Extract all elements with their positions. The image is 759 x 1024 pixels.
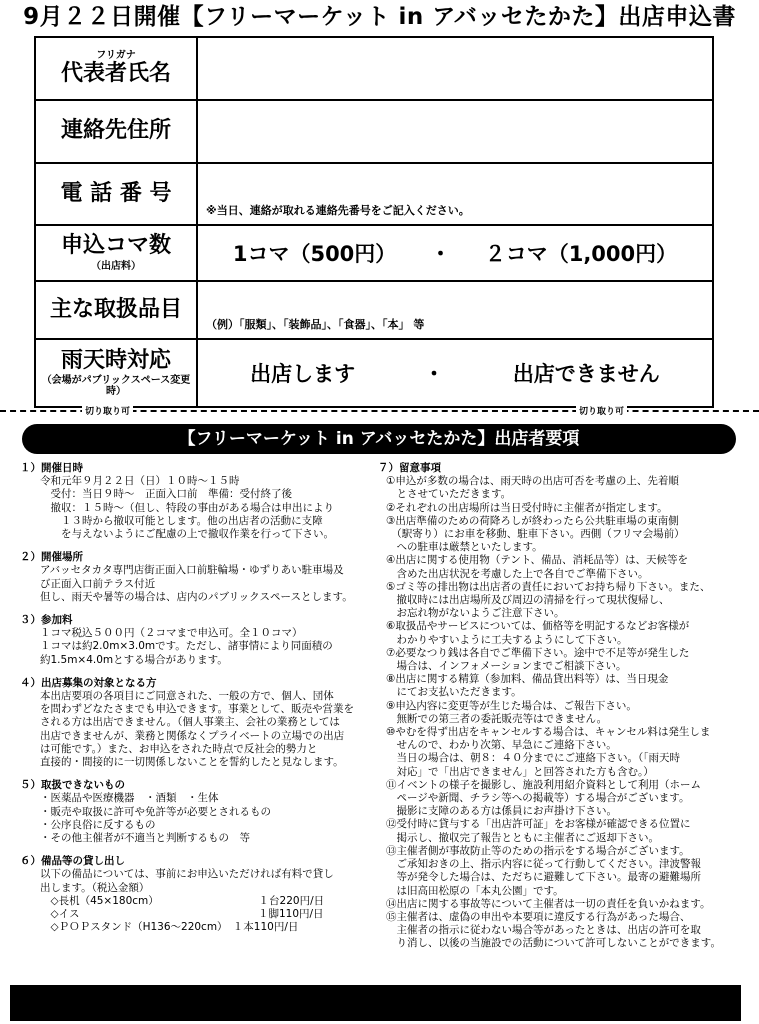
guideline-section — [20, 614, 372, 667]
section-line: ◇イス １脚110円/日 — [40, 908, 324, 921]
notice-line: ⑧出店に関する精算（参加料、備品貸出料等）は、当日現金 — [386, 673, 669, 686]
booth-count-options — [198, 226, 712, 280]
option-one-booth[interactable]: 1コマ（500円） — [232, 242, 397, 266]
notice-line: 掲示し、撤収完了報告とともに主催者にご返却下さい。 — [386, 831, 659, 844]
section-heading: １）開催日時 — [20, 462, 83, 474]
notice-line: ④出店に関する使用物（テント、備品、消耗品等）は、天候等を — [386, 554, 688, 567]
notice-line: お忘れ物がないようご注意下さい。 — [386, 607, 565, 620]
section-line: ◇長机（45×180cm） １台220円/日 — [40, 894, 325, 907]
section-line: アバッセタカタ専門店街正面入口前駐輪場・ゆずりあい駐車場及 — [40, 564, 344, 577]
section-line: び正面入口前テラス付近 — [40, 577, 156, 590]
label-rain-policy — [36, 340, 198, 406]
label-main-items — [36, 282, 198, 338]
section-heading: ３）参加料 — [20, 614, 73, 627]
notice-line: は旧高田松原の「本丸公園」です。 — [386, 884, 564, 897]
section-line: ・公序良俗に反するもの — [40, 818, 156, 831]
guidelines-left-column — [20, 462, 372, 945]
notice-line: 撮影に支障のある方は係員にお声掛け下さい。 — [386, 805, 617, 818]
option-cannot-participate[interactable]: 出店できません — [512, 362, 660, 386]
footer-bar — [10, 985, 741, 1021]
furigana-label: フリガナ — [96, 50, 136, 62]
section-heading: ４）出店募集の対象となる方 — [20, 676, 157, 689]
row-rain-policy — [36, 340, 712, 406]
label-representative-name — [36, 38, 198, 99]
notice-line: 主催者の指示に従わない場合等があったときは、出店の許可を取 — [386, 924, 701, 937]
section-line: ・医薬品や医療機器 ・酒類 ・生体 — [40, 792, 219, 805]
section-line: 直接的・間接的に一切関係しないことを誓約したと見なします。 — [40, 756, 344, 769]
notice-line: 当日の場合は、朝８：４０分までにご連絡下さい。（「雨天時 — [386, 752, 680, 765]
phone-label: 電 話 番 号 — [60, 180, 172, 206]
guideline-section — [20, 551, 372, 604]
section-heading: ７）留意事項 — [378, 462, 441, 474]
section-line: １３時から撤収可能とします。他の出店者の活動に支障 — [40, 514, 323, 527]
notice-line: ⑪イベントの様子を撮影し、施設利用紹介資料として利用（ホーム — [386, 778, 701, 791]
section-heading: ５）取扱できないもの — [20, 779, 125, 792]
rain-policy-label: 雨天時対応 — [60, 347, 171, 373]
notice-line: とさせていただきます。 — [386, 488, 512, 501]
section-heading: ６）備品等の貸し出し — [20, 855, 125, 868]
phone-note: ※当日、連絡が取れる連絡先番号をご記入ください。 — [206, 204, 470, 217]
application-form — [34, 36, 714, 408]
section-line: 但し、雨天や暑等の場合は、店内のパブリックスペースとします。 — [40, 590, 353, 603]
notice-line: ⑥取扱品やサービスについては、価格等を明記するなどお客様が — [386, 620, 690, 633]
guideline-section — [20, 462, 372, 541]
main-items-field[interactable] — [198, 282, 712, 338]
booth-count-label: 申込コマ数 — [60, 233, 171, 259]
row-phone — [36, 164, 712, 226]
notice-line: 場合は、インフォメーションまでご相談下さい。 — [386, 660, 627, 673]
row-main-items — [36, 282, 712, 340]
section-line: 出店できませんが、業務と関係なくプライベートの立場での出店 — [40, 729, 345, 742]
rain-policy-sublabel: （会場がパブリックスペース変更時） — [41, 375, 191, 398]
notice-line: ②それぞれの出店場所は当日受付時に主催者が指定します。 — [386, 501, 668, 514]
section-line: ◇ＰＯＰスタンド（H136～220cm） １本110円/日 — [40, 921, 299, 934]
notice-line: ⑮主催者は、虚偽の申出や本要項に違反する行為があった場合、 — [386, 910, 691, 923]
phone-field[interactable] — [198, 164, 712, 224]
notice-line: わかりやすいように工夫するようにして下さい。 — [386, 633, 628, 646]
notice-line: ①申込が多数の場合は、雨天時の出店可否を考慮の上、先着順 — [386, 475, 679, 488]
section-line: 以下の備品については、事前にお申込いただければ有料で貸し — [40, 868, 334, 881]
notice-line: ⑬主催者側が事故防止等のための指示をする場合がございます。 — [386, 844, 690, 857]
address-label: 連絡先住所 — [60, 118, 171, 144]
representative-name-field[interactable] — [198, 38, 712, 99]
label-phone — [36, 164, 198, 224]
main-items-example: （例）「服類」、「装飾品」、「食器」、「本」 等 — [206, 318, 425, 331]
option-separator: ・ — [430, 242, 451, 266]
notice-line: 対応」で「出店できません」と回答された方も含む。） — [386, 765, 654, 778]
section-line: 出します。（税込金額） — [40, 881, 150, 894]
notice-line: ⑤ゴミ等の排出物は出店者の責任においてお持ち帰り下さい。また、 — [386, 580, 711, 593]
notice-line: ご承知おきの上、指示内容に従って行動してください。津波警報 — [386, 858, 701, 871]
guideline-section — [20, 855, 372, 934]
rain-policy-options — [198, 340, 712, 406]
notice-line: ⑭出店に関する事故等について主催者は一切の責任を負いかねます。 — [386, 897, 711, 910]
label-address — [36, 101, 198, 162]
notice-line: せんので、わかり次第、早急にご連絡下さい。 — [386, 739, 617, 752]
row-booth-count — [36, 226, 712, 282]
notice-line: り消し、以後の当施設での活動について許可しないことができます。 — [386, 937, 721, 950]
booth-fee-sublabel: （出店料） — [91, 260, 141, 272]
guideline-section — [20, 779, 372, 845]
section-line: ・販売や取扱に許可や免許等が必要とされるもの — [40, 805, 271, 818]
notice-line: ⑫受付時に貸与する「出店許可証」をお客様が確認できる位置に — [386, 818, 691, 831]
option-separator: ・ — [423, 362, 445, 386]
cut-label-right: 切り取り可 — [576, 404, 627, 417]
section-line: 受付：当日９時～ 正面入口前 準備：受付終了後 — [40, 488, 292, 501]
cut-label-left: 切り取り可 — [82, 404, 133, 417]
section-line: ・その他主催者が不適当と判断するもの 等 — [40, 832, 250, 845]
section-line: を与えないようにご配慮の上で撤収作業を行って下さい。 — [40, 528, 334, 541]
section-line: １コマは約2.0m×3.0mです。ただし、諸事情により同面積の — [40, 640, 333, 653]
row-address — [36, 101, 712, 164]
guideline-section — [20, 677, 372, 769]
section-line: 撤収：１５時～（但し、特段の事由がある場合は申出により — [40, 501, 334, 514]
guidelines-banner: 【フリーマーケット in アバッセたかた】出店者要項 — [22, 424, 736, 454]
notice-line: ページや新聞、チラシ等への掲載等）する場合がございます。 — [386, 792, 690, 805]
notice-line: （駅寄り）にお車を移動、駐車下さい。西側（フリマ会場前） — [386, 528, 685, 541]
section-line: 令和元年９月２２日（日）１０時～１５時 — [40, 475, 240, 488]
section-line: 約1.5m×4.0mとする場合があります。 — [40, 653, 228, 666]
option-will-participate[interactable]: 出店します — [250, 362, 356, 386]
notice-line: ③出店準備のための荷降ろしが終わったら公共駐車場の東南側 — [386, 514, 679, 527]
section-line: は可能です。）また、お申込をされた時点で反社会的勢力と — [40, 742, 318, 755]
guidelines-right-column — [378, 462, 742, 951]
main-items-label: 主な取扱品目 — [49, 296, 182, 322]
notice-line: ⑨申込内容に変更等が生じた場合は、ご報告下さい。 — [386, 699, 637, 712]
page-title: 9月２２日開催【フリーマーケット in アバッセたかた】出店申込書 — [23, 4, 736, 30]
notice-line: 含めた出店状況を考慮した上で各自でご準備下さい。 — [386, 567, 649, 580]
address-field[interactable] — [198, 101, 712, 162]
notice-line: 撤収時には出店場所及び周辺の清掃を行って現状復帰し、 — [386, 594, 670, 607]
notice-line: への駐車は厳禁といたします。 — [386, 541, 543, 554]
notice-line: ⑦必要なつり銭は各自でご準備下さい。途中で不足等が発生した — [386, 646, 690, 659]
section-heading: ２）開催場所 — [20, 551, 83, 564]
section-line: される方は出店できません。（個人事業主、会社の業務としては — [40, 716, 340, 729]
notice-line: 等が発令した場合は、ただちに避難して下さい。最寄の避難場所 — [386, 871, 701, 884]
section-line: を問わずどなたさまでも申込できます。事業として、販売や営業を — [40, 703, 354, 716]
label-booth-count — [36, 226, 198, 280]
row-representative-name — [36, 38, 712, 101]
notice-line: 無断での第三者の委託販売等はできません。 — [386, 712, 608, 725]
section-line: 本出店要項の各項目にご同意された、一般の方で、個人、団体 — [40, 690, 334, 703]
option-two-booths[interactable]: ２コマ（1,000円） — [484, 242, 678, 266]
notice-line: ⑩やむを得ず出店をキャンセルする場合は、キャンセル料は発生しま — [386, 726, 711, 739]
notice-line: にてお支払いただきます。 — [386, 686, 522, 699]
representative-name-label: 代表者氏名 — [60, 61, 171, 87]
section-line: １コマ税込５００円（２コマまで申込可。全１０コマ） — [40, 627, 303, 640]
